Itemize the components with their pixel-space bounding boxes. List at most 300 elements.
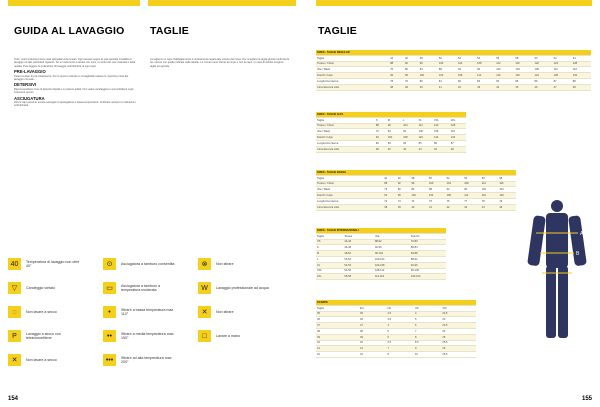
table-cell: 6.5 xyxy=(386,340,413,346)
table-cell: L xyxy=(316,256,343,262)
title-bar xyxy=(148,0,296,6)
column-header: 52 xyxy=(457,55,476,61)
table-cell: 44 xyxy=(481,204,499,210)
table-cell: Lunghezza interna xyxy=(316,198,383,204)
table-cell: 104-108 xyxy=(374,262,410,268)
no-iron-icon: ⊗ xyxy=(198,258,211,270)
table-cell: 128 xyxy=(450,123,466,129)
table-cell: 37 xyxy=(359,323,386,329)
table-cell: 112 xyxy=(495,61,514,67)
table-cell: 48 xyxy=(572,84,591,90)
care-label: Non stirare xyxy=(216,309,234,314)
table-cell: 104 xyxy=(428,193,446,199)
table-cell: 84 xyxy=(402,140,417,146)
column-header: M xyxy=(387,117,402,123)
table-cell: 50-52 xyxy=(343,256,374,262)
table-cell: 6 xyxy=(414,323,441,329)
figure-label: A xyxy=(580,231,584,237)
care-label: Temperatura di lavaggio non oltre 40° xyxy=(26,259,80,268)
right-page xyxy=(300,0,600,407)
care-label: Lavaggio professionale ad acqua xyxy=(216,285,269,290)
table-cell: 96 xyxy=(476,67,495,73)
table-cell: 128 xyxy=(572,61,591,67)
column-header: 60 xyxy=(534,55,553,61)
table-header: SIZES - TAGLIE BASSA xyxy=(316,170,516,175)
wet-clean-icon: W xyxy=(198,282,211,294)
table-cell: 108 xyxy=(534,67,553,73)
table-cell: 76-80 xyxy=(410,239,446,245)
table-cell: 82 xyxy=(457,78,476,84)
pre-heading: PRE-LAVAGGIO xyxy=(14,69,46,75)
care-item xyxy=(198,258,271,270)
table-cell: 38 xyxy=(375,146,387,152)
table-cell: 120 xyxy=(514,73,533,79)
table-cell: S xyxy=(316,245,343,251)
tumble-low-icon: ▭ xyxy=(103,282,116,294)
table-cell: 108 xyxy=(476,61,495,67)
care-item xyxy=(103,354,176,366)
column-header: Vita xyxy=(374,233,410,239)
column-header: 44 xyxy=(389,55,404,61)
size-table xyxy=(316,300,476,358)
table-cell: 86 xyxy=(433,140,450,146)
table-cell: 40 xyxy=(316,340,359,346)
table-cell: 79 xyxy=(404,78,419,84)
table-cell: Torace / Chest xyxy=(316,61,389,67)
table-cell: 40 xyxy=(410,204,428,210)
care-label: Candeggio vietato xyxy=(26,285,55,290)
care-label: Stirare a bassa temperatura max 110° xyxy=(121,307,174,316)
detergent-text: Raccomandiamo l'uso di detersivi liquidi e in polvere adatti. Non usare candeggina e ammorbidenti sugli indumenti tecnici. xyxy=(14,87,134,95)
table-cell: 104 xyxy=(498,187,516,193)
table-cell: 116 xyxy=(481,193,499,199)
care-label: Asciugatura a tamburo a temperatura moderata xyxy=(121,283,161,292)
table-cell: 96 xyxy=(410,181,428,187)
table-cell: 104 xyxy=(514,67,533,73)
table-cell: 5 xyxy=(414,317,441,323)
care-label: Non lavare a secco xyxy=(26,309,57,314)
column-header: 46 xyxy=(397,175,411,181)
table-cell: 7 xyxy=(414,328,441,334)
sizes-text: La taglia di un capo d'abbigliamento è strettamente legata alle misure del corpo. Per scegliere la taglia giusta confronta le tue misure con quelle indicate nelle tabelle. Le misure sono riferite al corpo e non al capo. In caso di dubbio scegli la taglia più grande. xyxy=(150,58,290,68)
table-cell: 44 xyxy=(495,84,514,90)
table-cell: 124 xyxy=(534,73,553,79)
table-cell: 116 xyxy=(495,73,514,79)
table-cell: 108 xyxy=(433,129,450,135)
table-cell: 39 xyxy=(404,84,419,90)
intro-text: Tutti i nostri indumenti sono stati appositamente testati. Ogni tessuto segue la sua speciale modalità di lavaggio ed altri particolari riguardo. Se un indumento è lavato con cura, è merito dei suoi materiali e della qualità. Puoi leggere le indicazioni di lavaggio sull'etichetta di ogni capo. xyxy=(14,58,136,68)
care-item xyxy=(103,258,176,270)
size-table xyxy=(316,50,591,91)
table-cell: 45 xyxy=(498,204,516,210)
table-row xyxy=(316,84,591,90)
drying-heading: ASCIUGATURA xyxy=(14,95,45,101)
table-cell: 88 xyxy=(389,61,404,67)
column-header: 56 xyxy=(495,55,514,61)
table-cell: 112 xyxy=(476,73,495,79)
table-cell: 132 xyxy=(450,135,466,141)
figure-label: E xyxy=(570,314,574,320)
table-cell: 8.5 xyxy=(414,340,441,346)
care-label: Non stirare xyxy=(216,261,234,266)
care-item xyxy=(103,282,176,294)
column-header: XL xyxy=(418,117,433,123)
table-header: SIZES - TAGLIE REGULAR xyxy=(316,50,591,55)
care-item xyxy=(8,330,81,342)
table-cell: 54-56 xyxy=(343,268,374,274)
table-cell: 92 xyxy=(375,135,387,141)
table-cell: 100 xyxy=(481,187,499,193)
table-cell: 88 xyxy=(572,78,591,84)
table-cell: 3.5 xyxy=(386,317,413,323)
table-cell: 42 xyxy=(316,352,359,358)
table-cell: 7 xyxy=(386,346,413,352)
table-cell: 39 xyxy=(316,334,359,340)
table-cell: 116 xyxy=(514,61,533,67)
table-cell: 100-104 xyxy=(410,274,446,280)
table-cell: 92 xyxy=(397,181,411,187)
column-header: Fianchi xyxy=(410,233,446,239)
table-cell: 78 xyxy=(481,198,499,204)
table-cell: 92 xyxy=(389,73,404,79)
care-item xyxy=(8,354,81,366)
table-cell: 100 xyxy=(418,129,433,135)
tumble-dry-icon: ⊙ xyxy=(103,258,116,270)
column-header: S xyxy=(375,117,387,123)
table-cell: 112 xyxy=(481,181,499,187)
table-cell: 100 xyxy=(419,73,438,79)
table-cell: 84-88 xyxy=(410,251,446,257)
size-table xyxy=(316,228,446,280)
page-number-right: 155 xyxy=(581,396,592,402)
column-header: Taglia xyxy=(316,55,389,61)
table-cell: 40 xyxy=(387,146,402,152)
table-cell: 88-92 xyxy=(374,239,410,245)
table-cell: 108 xyxy=(457,73,476,79)
size-table xyxy=(316,170,516,211)
table-cell: 96 xyxy=(387,123,402,129)
table-cell: 112 xyxy=(553,67,572,73)
table-cell: 85 xyxy=(514,78,533,84)
table-cell: 120 xyxy=(498,193,516,199)
table-cell: 38 xyxy=(359,328,386,334)
table-cell: 88 xyxy=(428,187,446,193)
table-cell: 8 xyxy=(386,352,413,358)
table-cell: 23 xyxy=(441,317,476,323)
table-cell: 23.5 xyxy=(441,323,476,329)
care-label: Non lavare a secco xyxy=(26,357,57,362)
wash-40-icon: 40 xyxy=(8,258,21,270)
workwear-figure xyxy=(522,198,592,348)
column-header: 48 xyxy=(419,55,438,61)
table-row xyxy=(316,146,466,152)
table-cell: 124 xyxy=(433,135,450,141)
table-cell: M xyxy=(316,251,343,257)
table-cell: 84 xyxy=(387,129,402,135)
table-cell: 87 xyxy=(553,78,572,84)
table-cell: 36 xyxy=(316,317,359,323)
table-cell: 45 xyxy=(514,84,533,90)
table-cell: 82 xyxy=(375,140,387,146)
table-cell: 112 xyxy=(463,193,481,199)
table-cell: 22.5 xyxy=(441,311,476,317)
table-header: SCARPE xyxy=(316,300,476,305)
table-cell: Fianchi / Hips xyxy=(316,135,375,141)
table-cell: 100-104 xyxy=(374,256,410,262)
column-header: 54 xyxy=(463,175,481,181)
care-item xyxy=(8,282,81,294)
table-cell: 9 xyxy=(414,346,441,352)
column-header: 64 xyxy=(572,55,591,61)
table-cell: 35 xyxy=(316,311,359,317)
table-cell: 96-100 xyxy=(374,251,410,257)
title-bar xyxy=(316,0,592,6)
table-cell: 92 xyxy=(383,193,397,199)
page-number-left: 154 xyxy=(8,396,19,402)
table-cell: 120 xyxy=(534,61,553,67)
table-cell: 100 xyxy=(387,135,402,141)
column-header: 3XL xyxy=(450,117,466,123)
column-header: 44 xyxy=(383,175,397,181)
table-cell: 2.5 xyxy=(386,311,413,317)
table-cell: 116 xyxy=(450,129,466,135)
table-cell: 44-46 xyxy=(343,239,374,245)
table-cell: 77 xyxy=(463,198,481,204)
column-header: US xyxy=(414,305,441,311)
care-label: Lavare a mano xyxy=(216,333,240,338)
table-cell: 41 xyxy=(316,346,359,352)
table-cell: 104 xyxy=(438,73,457,79)
care-item xyxy=(198,282,271,294)
table-header: SIZES - TAGLIE INTERNAZIONALI xyxy=(316,228,446,233)
column-header: L xyxy=(402,117,417,123)
table-cell: 96 xyxy=(419,61,438,67)
iron-low-icon: • xyxy=(103,306,116,318)
table-cell: 48 xyxy=(450,146,466,152)
table-cell: 8 xyxy=(414,334,441,340)
table-cell: 92 xyxy=(402,129,417,135)
table-cell: 74 xyxy=(410,198,428,204)
table-cell: Vita / Waist xyxy=(316,129,375,135)
table-cell: 88 xyxy=(438,67,457,73)
table-cell: 112-116 xyxy=(374,274,410,280)
table-row xyxy=(316,204,516,210)
table-cell: 112 xyxy=(418,123,433,129)
column-header: 52 xyxy=(446,175,464,181)
table-cell: 78 xyxy=(389,78,404,84)
detergent-heading: DETERSIVI xyxy=(14,82,37,88)
column-header: XXL xyxy=(433,117,450,123)
iron-medium-icon: •• xyxy=(103,330,116,342)
column-header: 46 xyxy=(404,55,419,61)
table-cell: 48-50 xyxy=(343,251,374,257)
table-cell: 108-112 xyxy=(374,268,410,274)
section-title-wash: GUIDA AL LAVAGGIO xyxy=(14,25,125,37)
table-cell: 52-54 xyxy=(343,262,374,268)
table-cell: 40 xyxy=(359,340,386,346)
table-cell: Torace / Chest xyxy=(316,181,383,187)
table-cell: Torace / Chest xyxy=(316,123,375,129)
table-cell: 104 xyxy=(402,123,417,129)
sizes-text-column xyxy=(150,58,290,68)
table-cell: 124 xyxy=(553,61,572,67)
table-cell: 100 xyxy=(438,61,457,67)
table-cell: Fianchi / Hips xyxy=(316,193,383,199)
table-cell: 6 xyxy=(386,334,413,340)
table-cell: Circonferenza collo xyxy=(316,146,375,152)
table-cell: 72 xyxy=(383,198,397,204)
iron-high-icon: ••• xyxy=(103,354,116,366)
table-cell: 46 xyxy=(433,146,450,152)
table-cell: 36 xyxy=(359,317,386,323)
table-cell: 108 xyxy=(402,135,417,141)
table-cell: 42 xyxy=(446,204,464,210)
table-cell: 46 xyxy=(534,84,553,90)
table-cell: 84 xyxy=(410,187,428,193)
table-cell: 26 xyxy=(441,346,476,352)
table-cell: 128 xyxy=(553,73,572,79)
table-cell: 80 xyxy=(404,67,419,73)
table-cell: 39 xyxy=(359,334,386,340)
table-cell: 10 xyxy=(414,352,441,358)
column-header: EU xyxy=(359,305,386,311)
table-cell: XL xyxy=(316,262,343,268)
table-cell: 104 xyxy=(457,61,476,67)
table-cell: 43 xyxy=(476,84,495,90)
table-cell: 96 xyxy=(397,193,411,199)
table-cell: 88 xyxy=(375,123,387,129)
table-row xyxy=(316,352,476,358)
table-cell: 41 xyxy=(428,204,446,210)
table-cell: 120 xyxy=(433,123,450,129)
table-cell: 104 xyxy=(446,181,464,187)
no-dryclean-icon: ◌ xyxy=(8,306,21,318)
table-cell: 108 xyxy=(463,181,481,187)
figure-label: C xyxy=(574,271,578,277)
table-cell: XS xyxy=(316,239,343,245)
column-header: Torace xyxy=(343,233,374,239)
column-header: Taglia xyxy=(316,175,383,181)
table-cell: Circonferenza collo xyxy=(316,84,389,90)
table-cell: 84 xyxy=(495,78,514,84)
column-header: 50 xyxy=(428,175,446,181)
table-cell: 83 xyxy=(387,140,402,146)
table-cell: 96 xyxy=(404,73,419,79)
care-item xyxy=(198,330,271,342)
care-item xyxy=(8,258,81,270)
table-cell: 38 xyxy=(389,84,404,90)
table-cell: 92-96 xyxy=(374,245,410,251)
table-cell: 76 xyxy=(389,67,404,73)
table-cell: 73 xyxy=(397,198,411,204)
table-cell: 25 xyxy=(441,334,476,340)
table-cell: 79 xyxy=(498,198,516,204)
table-cell: 81 xyxy=(438,78,457,84)
table-row xyxy=(316,274,446,280)
table-cell: 38 xyxy=(316,328,359,334)
table-cell: 80 xyxy=(397,187,411,193)
table-cell: 80 xyxy=(419,78,438,84)
section-title: TAGLIE xyxy=(318,25,357,37)
column-header: 48 xyxy=(410,175,428,181)
table-cell: 39 xyxy=(397,204,411,210)
table-cell: 5 xyxy=(386,328,413,334)
table-cell: 76 xyxy=(446,198,464,204)
table-cell: 41 xyxy=(359,346,386,352)
table-cell: 42 xyxy=(457,84,476,90)
table-cell: Fianchi / Hips xyxy=(316,73,389,79)
column-header: 58 xyxy=(498,175,516,181)
figure-label: B xyxy=(576,251,580,257)
table-cell: 92 xyxy=(446,187,464,193)
table-cell: 40 xyxy=(419,84,438,90)
column-header: UK xyxy=(386,305,413,311)
table-cell: Vita / Waist xyxy=(316,67,389,73)
table-cell: 37 xyxy=(316,323,359,329)
hand-wash-icon: □ xyxy=(198,330,211,342)
wash-text-column xyxy=(14,58,136,108)
table-cell: 85 xyxy=(418,140,433,146)
column-header: CM xyxy=(441,305,476,311)
table-cell: 100 xyxy=(428,181,446,187)
table-cell: 42 xyxy=(359,352,386,358)
table-cell: 41 xyxy=(438,84,457,90)
table-cell: 4 xyxy=(414,311,441,317)
table-cell: 46-48 xyxy=(343,245,374,251)
care-item xyxy=(103,306,176,318)
dryclean-p-icon: P xyxy=(8,330,21,342)
table-cell: 4 xyxy=(386,323,413,329)
column-header: Taglia xyxy=(316,305,359,311)
care-label: Stirare ad alta temperatura max 200° xyxy=(121,355,172,364)
size-table xyxy=(316,112,466,153)
table-cell: 76 xyxy=(383,187,397,193)
table-cell: 92-96 xyxy=(410,262,446,268)
column-header: 50 xyxy=(438,55,457,61)
table-cell: 100 xyxy=(410,193,428,199)
column-header: 56 xyxy=(481,175,499,181)
table-cell: 88-92 xyxy=(410,256,446,262)
table-cell: 25.5 xyxy=(441,340,476,346)
table-cell: 75 xyxy=(428,198,446,204)
table-cell: 86 xyxy=(534,78,553,84)
no-bleach-icon: ▽ xyxy=(8,282,21,294)
table-cell: 116 xyxy=(572,67,591,73)
table-cell: 42 xyxy=(402,146,417,152)
table-cell: 26.5 xyxy=(441,352,476,358)
drying-text: Alcuni capi possono essere asciugati in asciugatrice a bassa temperatura. Verificare sempre le indicazioni sull'etichetta. xyxy=(14,101,136,108)
table-cell: 35 xyxy=(359,311,386,317)
table-cell: 100 xyxy=(495,67,514,73)
column-header: Taglia xyxy=(316,233,343,239)
table-cell: Vita / Waist xyxy=(316,187,383,193)
table-cell: XXL xyxy=(316,268,343,274)
care-label: Lavaggio a secco con tetracloroetilene xyxy=(26,331,61,340)
table-cell: 76 xyxy=(375,129,387,135)
table-cell: Circonferenza collo xyxy=(316,204,383,210)
title-bar xyxy=(8,0,140,6)
table-cell: 84 xyxy=(419,67,438,73)
column-header: 62 xyxy=(553,55,572,61)
figure-label: D xyxy=(536,294,540,300)
column-header: 54 xyxy=(476,55,495,61)
table-header: SIZES - TAGLIE ALTA xyxy=(316,112,466,117)
table-cell: 38 xyxy=(383,204,397,210)
care-label: Asciugatura a tamburo consentita xyxy=(121,261,175,266)
column-header: Taglia xyxy=(316,117,375,123)
table-cell: 44 xyxy=(418,146,433,152)
table-cell: 56-58 xyxy=(343,274,374,280)
